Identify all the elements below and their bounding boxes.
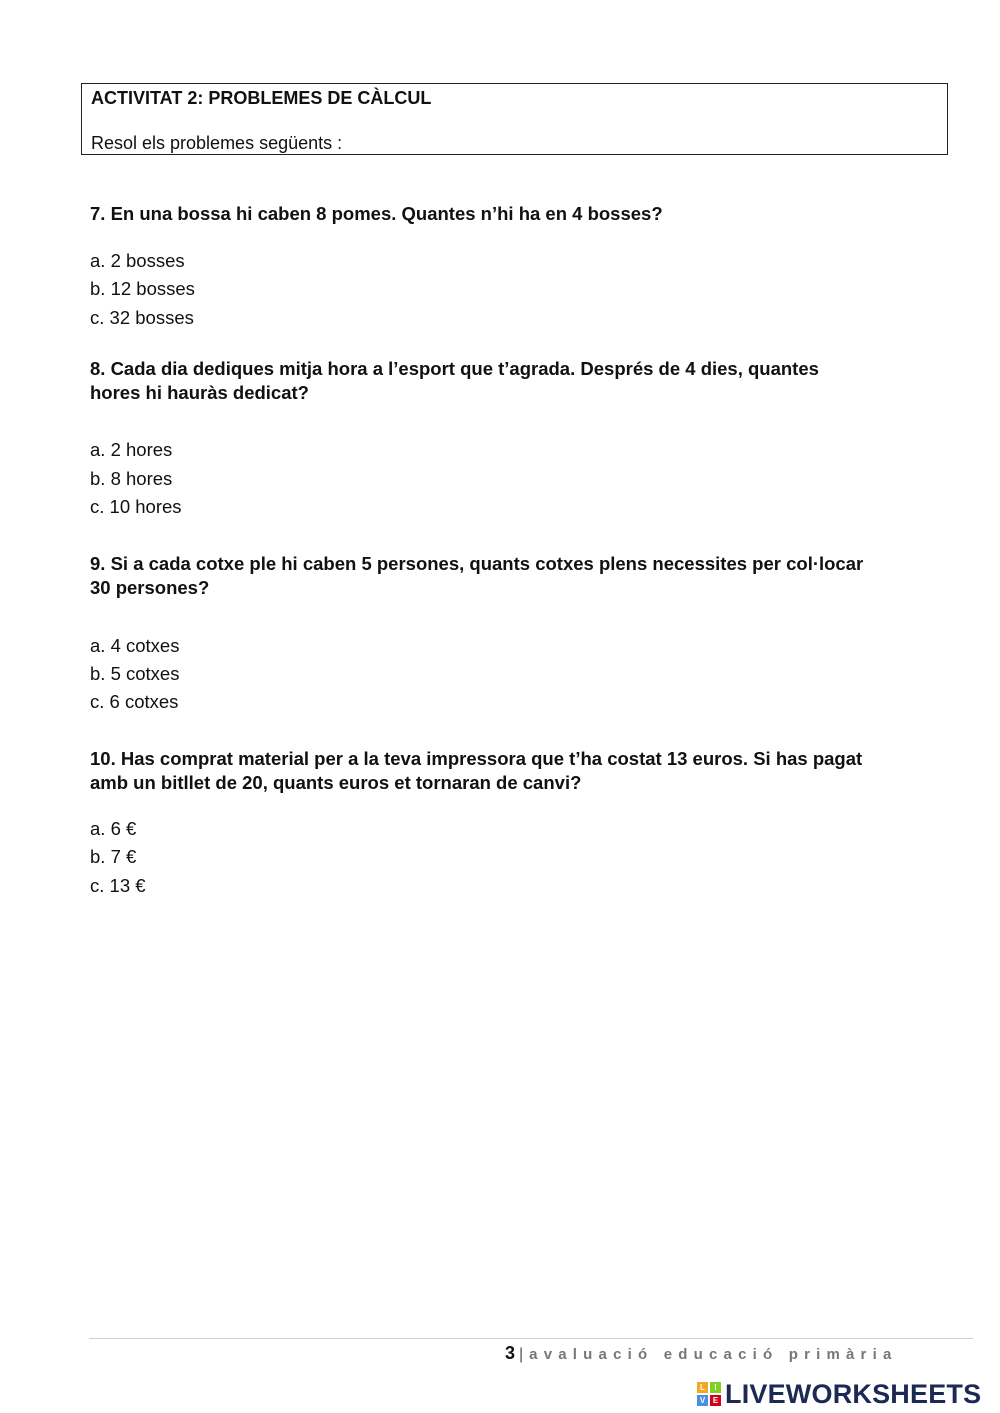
activity-header-box [81,83,948,155]
question-10-text-line2: amb un bitllet de 20, quants euros et tornaran de canvi? [90,772,582,793]
question-8-option-b[interactable]: b. 8 hores [90,468,173,489]
question-9-option-b[interactable]: b. 5 cotxes [90,663,180,684]
logo-mark-letter: I [710,1382,721,1393]
footer-separator: | [519,1346,524,1363]
activity-title: ACTIVITAT 2: PROBLEMES DE CÀLCUL [91,88,432,108]
question-7-option-c[interactable]: c. 32 bosses [90,307,194,328]
question-10-option-c[interactable]: c. 13 € [90,875,146,896]
liveworksheets-logo [697,1376,981,1412]
question-8 [90,357,940,405]
question-8-option-c[interactable]: c. 10 hores [90,496,182,517]
logo-mark-letter: L [697,1382,708,1393]
logo-text: LIVEWORKSHEETS [725,1378,982,1409]
question-9 [90,552,940,600]
logo-mark-letter: V [697,1395,708,1406]
question-9-text-line1: 9. Si a cada cotxe ple hi caben 5 persones, quants cotxes plens necessites per col·locar [90,553,864,574]
question-7-text: 7. En una bossa hi caben 8 pomes. Quantes n’hi ha en 4 bosses? [90,203,663,224]
question-8-text-line1: 8. Cada dia dediques mitja hora a l’esport que t’agrada. Després de 4 dies, quantes [90,358,819,379]
footer-divider [89,1338,973,1339]
question-7-option-b[interactable]: b. 12 bosses [90,278,195,299]
question-7-option-a[interactable]: a. 2 bosses [90,250,185,271]
question-9-text-line2: 30 persones? [90,577,210,598]
question-9-option-a[interactable]: a. 4 cotxes [90,635,180,656]
question-10 [90,747,940,795]
footer-text: avaluació educació primària [529,1346,898,1363]
question-10-option-a[interactable]: a. 6 € [90,818,137,839]
question-8-text-line2: hores hi hauràs dedicat? [90,382,309,403]
liveworksheets-logo-icon [697,1382,721,1406]
question-7 [90,202,940,226]
page-footer [505,1343,898,1364]
logo-mark-letter: E [710,1395,721,1406]
activity-instructions: Resol els problemes següents : [91,133,343,153]
question-9-option-c[interactable]: c. 6 cotxes [90,691,179,712]
question-10-text-line1: 10. Has comprat material per a la teva impressora que t’ha costat 13 euros. Si has pagat [90,748,863,769]
page-number: 3 [505,1343,516,1363]
question-10-option-b[interactable]: b. 7 € [90,846,137,867]
question-8-option-a[interactable]: a. 2 hores [90,439,173,460]
